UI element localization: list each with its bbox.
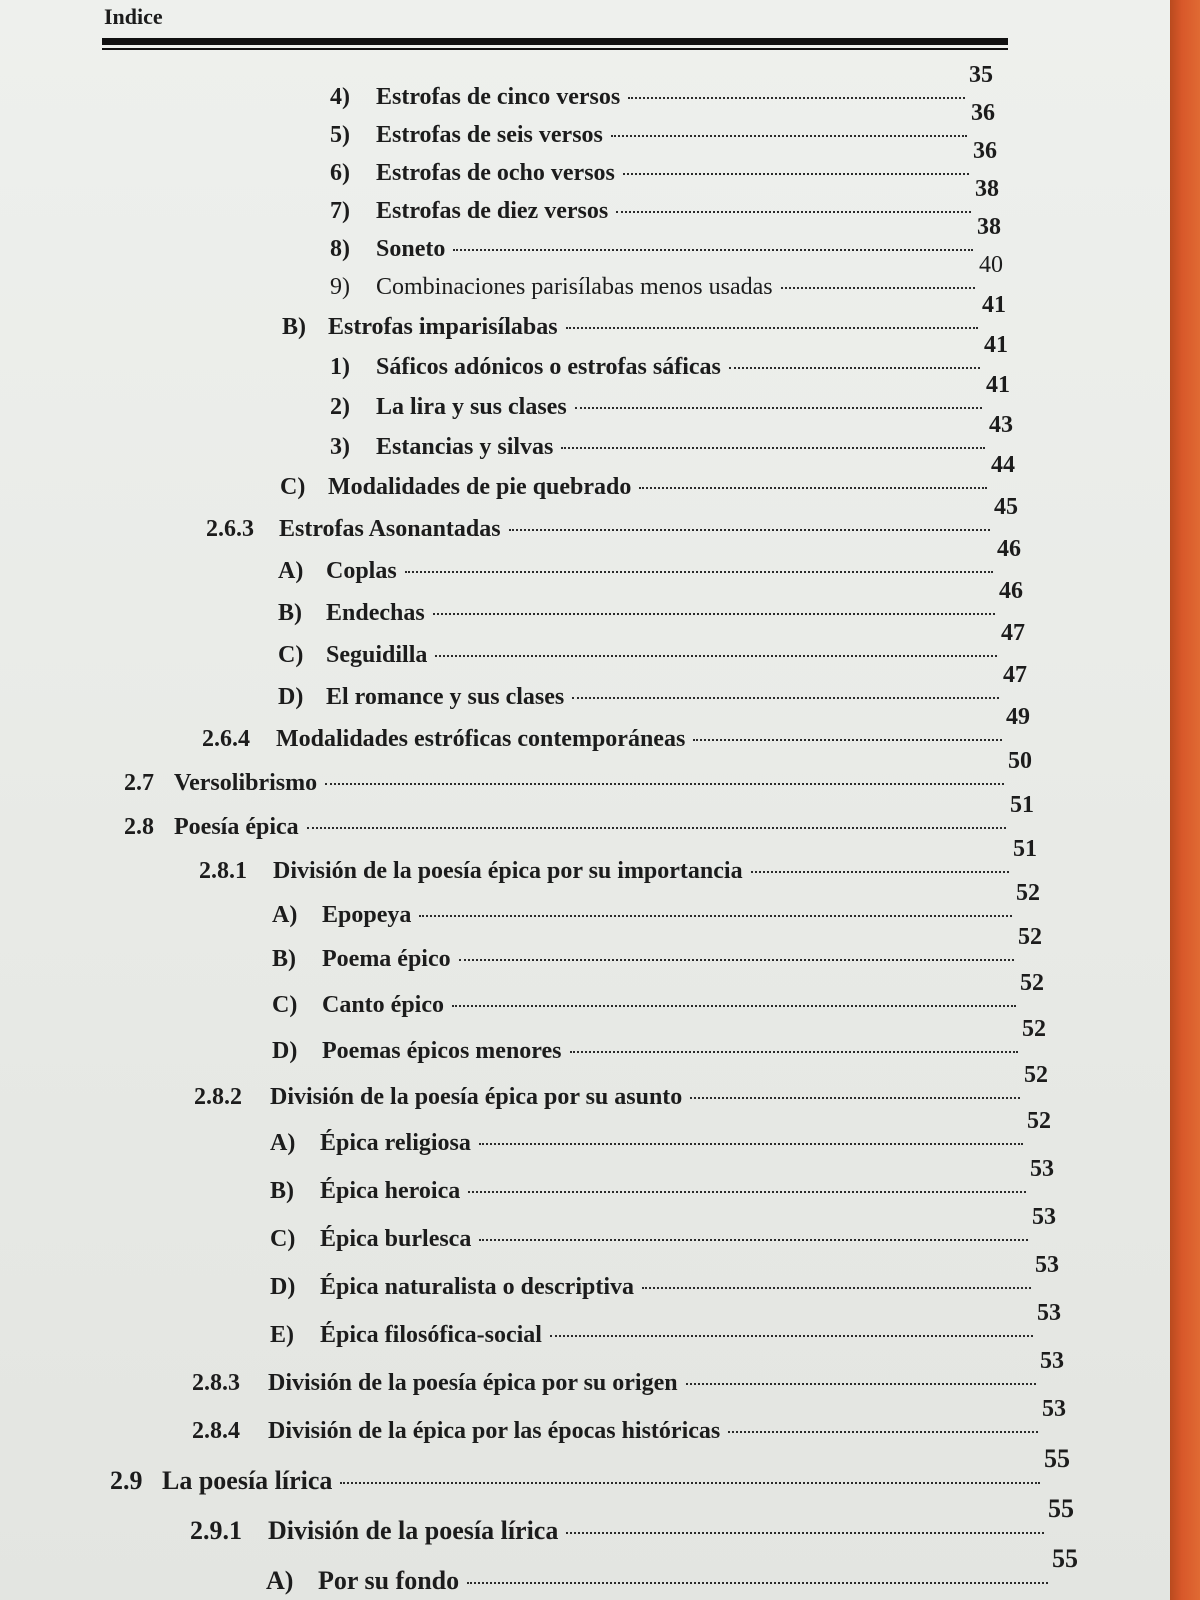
- toc-entry-title: Épica filosófica-social: [320, 1322, 542, 1348]
- toc-entry-title: División de la poesía lírica: [268, 1516, 559, 1545]
- dot-leader: [690, 1097, 1020, 1099]
- toc-entry-number: 9): [330, 274, 350, 300]
- toc-entry: [272, 1016, 1046, 1065]
- toc-page-number: 55: [1044, 1444, 1070, 1473]
- toc-section-number: 2.8.1: [199, 858, 247, 884]
- dot-leader: [509, 529, 990, 531]
- toc-page-number: 45: [994, 494, 1018, 520]
- toc-entry-number: 8): [330, 236, 350, 262]
- toc-entry-letter: D): [272, 1038, 298, 1064]
- toc-entry: [124, 748, 1032, 797]
- toc-entry-title: Sáficos adónicos o estrofas sáficas: [376, 354, 721, 380]
- toc-entry: [330, 62, 993, 111]
- dot-leader: [572, 697, 999, 699]
- toc-page-number: 53: [1030, 1156, 1054, 1182]
- toc-page-number: 36: [973, 138, 997, 164]
- toc-entry-title: Estrofas Asonantadas: [279, 516, 501, 542]
- dot-leader: [468, 1191, 1026, 1193]
- toc-section-number: 2.6.3: [206, 516, 254, 542]
- toc-entry: [330, 372, 1010, 421]
- toc-entry-letter: C): [280, 474, 306, 500]
- toc-entry: [270, 1108, 1051, 1157]
- toc-entry-title: El romance y sus clases: [326, 684, 565, 710]
- toc-entry-title: Estrofas de seis versos: [376, 122, 603, 148]
- toc-entry-title: Estrofas de cinco versos: [376, 84, 621, 110]
- toc-section-number: 2.6.4: [202, 726, 250, 752]
- toc-entry-letter: B): [278, 600, 302, 626]
- toc-entry-number: 2): [330, 394, 350, 420]
- toc-entry: [199, 836, 1037, 885]
- toc-section-number: 2.9.1: [190, 1516, 242, 1545]
- dot-leader: [405, 571, 993, 573]
- toc-entry: [190, 1494, 1074, 1546]
- toc-entry-title: Seguidilla: [326, 642, 428, 668]
- toc-entry-title: Épica religiosa: [320, 1130, 471, 1156]
- dot-leader: [566, 327, 978, 329]
- dot-leader: [433, 613, 995, 615]
- toc-entry-title: División de la poesía épica por su asunto: [270, 1084, 683, 1110]
- dot-leader: [751, 871, 1009, 873]
- toc-entry: [202, 704, 1030, 753]
- running-head: Indice: [104, 4, 163, 29]
- dot-leader: [467, 1582, 1048, 1584]
- toc-entry: [270, 1252, 1059, 1301]
- toc-entry: [270, 1204, 1056, 1253]
- toc-page-number: 40: [979, 252, 1003, 278]
- toc-entry-letter: B): [272, 946, 296, 972]
- toc-page-number: 52: [1022, 1016, 1046, 1042]
- toc-entry: [272, 880, 1040, 929]
- toc-entry-title: Canto épico: [322, 992, 444, 1018]
- toc-page-number: 41: [986, 372, 1010, 398]
- toc-entry-letter: E): [270, 1322, 294, 1348]
- dot-leader: [639, 487, 987, 489]
- toc-entry-title: Coplas: [326, 558, 397, 584]
- toc-section-number: 2.9: [110, 1466, 143, 1495]
- dot-leader: [781, 287, 975, 289]
- toc-entry: [330, 138, 997, 187]
- toc-page-number: 52: [1027, 1108, 1051, 1134]
- toc-entry-title: División de la poesía épica por su importancia: [273, 858, 743, 884]
- dot-leader: [550, 1335, 1033, 1337]
- toc-entry-title: Combinaciones parisílabas menos usadas: [376, 274, 773, 300]
- toc-page-number: 55: [1052, 1544, 1078, 1573]
- toc-entry: [192, 1396, 1066, 1445]
- dot-leader: [561, 447, 985, 449]
- dot-leader: [459, 959, 1014, 961]
- toc-page-number: 50: [1008, 748, 1032, 774]
- toc-entry: [330, 100, 995, 149]
- dot-leader: [616, 211, 971, 213]
- dot-leader: [452, 1005, 1016, 1007]
- toc-page-number: 44: [991, 452, 1015, 478]
- toc-entry-title: Épica burlesca: [320, 1226, 472, 1252]
- toc-entry-number: 3): [330, 434, 350, 460]
- toc-page-number: 53: [1037, 1300, 1061, 1326]
- toc-entry-title: Endechas: [326, 600, 425, 626]
- toc-entry-title: Épica naturalista o descriptiva: [320, 1274, 635, 1300]
- toc-entry: [270, 1156, 1054, 1205]
- dot-leader: [729, 367, 980, 369]
- toc-page-number: 46: [997, 536, 1021, 562]
- toc-entry: [278, 662, 1027, 711]
- toc-entry-letter: B): [270, 1178, 294, 1204]
- toc-section-number: 2.8: [124, 814, 154, 840]
- toc-entry: [266, 1544, 1078, 1596]
- dot-leader: [435, 655, 997, 657]
- dot-leader: [728, 1431, 1038, 1433]
- toc-page-number: 41: [984, 332, 1008, 358]
- dot-leader: [453, 249, 973, 251]
- dot-leader: [570, 1051, 1018, 1053]
- toc-page-number: 36: [971, 100, 995, 126]
- toc-entry-title: División de la poesía épica por su origen: [268, 1370, 678, 1396]
- toc-entry-title: Poemas épicos menores: [322, 1038, 562, 1064]
- toc-entry-number: 4): [330, 84, 350, 110]
- toc-entry-title: Poema épico: [322, 946, 451, 972]
- toc-entry: [272, 970, 1044, 1019]
- dot-leader: [419, 915, 1012, 917]
- toc-entry-title: Versolibrismo: [174, 770, 318, 796]
- toc-entry-letter: A): [278, 558, 304, 584]
- toc-entry-title: Estrofas de diez versos: [376, 198, 609, 224]
- toc-page-number: 47: [1003, 662, 1027, 688]
- toc-page-number: 52: [1020, 970, 1044, 996]
- toc-entry-letter: B): [282, 314, 306, 340]
- toc-page-number: 51: [1010, 792, 1034, 818]
- toc-entry-letter: D): [270, 1274, 296, 1300]
- toc-section-number: 2.8.2: [194, 1084, 242, 1110]
- toc-page-number: 53: [1035, 1252, 1059, 1278]
- toc-entry-letter: C): [278, 642, 304, 668]
- toc-entry-title: La lira y sus clases: [376, 394, 567, 420]
- toc-entry: [330, 332, 1008, 381]
- dot-leader: [575, 407, 982, 409]
- dot-leader: [611, 135, 967, 137]
- toc-page-number: 53: [1032, 1204, 1056, 1230]
- toc-entry: [192, 1348, 1064, 1397]
- toc-entry-title: Modalidades de pie quebrado: [328, 474, 632, 500]
- toc-entry: [206, 494, 1018, 543]
- dot-leader: [325, 783, 1004, 785]
- toc-page-number: 52: [1018, 924, 1042, 950]
- dot-leader: [479, 1143, 1023, 1145]
- toc-entry-letter: C): [272, 992, 298, 1018]
- dot-leader: [566, 1532, 1044, 1534]
- toc-entry: [110, 1444, 1070, 1496]
- toc-entry: [272, 924, 1042, 973]
- toc-page-number: 41: [982, 292, 1006, 318]
- toc-page-number: 52: [1024, 1062, 1048, 1088]
- toc-entry: [330, 214, 1001, 263]
- dot-leader: [307, 827, 1006, 829]
- toc-entry-title: Poesía épica: [174, 814, 299, 840]
- toc-entry-letter: D): [278, 684, 304, 710]
- toc-page-number: 53: [1042, 1396, 1066, 1422]
- toc-entry-title: La poesía lírica: [162, 1466, 333, 1495]
- dot-leader: [623, 173, 969, 175]
- book-cover-edge: [1170, 0, 1200, 1600]
- toc-page-number: 53: [1040, 1348, 1064, 1374]
- toc-entry: [330, 176, 999, 225]
- toc-section-number: 2.8.3: [192, 1370, 240, 1396]
- dot-leader: [686, 1383, 1036, 1385]
- toc-entry-number: 6): [330, 160, 350, 186]
- dot-leader: [340, 1482, 1040, 1484]
- toc-entry: [124, 792, 1034, 841]
- toc-entry-title: Estrofas de ocho versos: [376, 160, 615, 186]
- toc-entry-title: Estrofas imparisílabas: [328, 314, 558, 340]
- toc-entry-title: Modalidades estróficas contemporáneas: [276, 726, 686, 752]
- toc-entry: [330, 252, 1003, 301]
- toc-entry-letter: A): [272, 902, 298, 928]
- toc-page-number: 38: [975, 176, 999, 202]
- toc-entry-letter: A): [270, 1130, 296, 1156]
- toc-entry-number: 1): [330, 354, 350, 380]
- toc-entry: [278, 578, 1023, 627]
- toc-page-number: 35: [969, 62, 993, 88]
- toc-entry-letter: A): [266, 1566, 294, 1595]
- toc-entry: [282, 292, 1006, 341]
- toc-entry-title: División de la épica por las épocas históricas: [268, 1418, 721, 1444]
- toc-entry-number: 5): [330, 122, 350, 148]
- toc-entry-number: 7): [330, 198, 350, 224]
- dot-leader: [628, 97, 965, 99]
- dot-leader: [693, 739, 1002, 741]
- toc-entry-title: Soneto: [376, 236, 446, 262]
- toc-entry: [280, 452, 1015, 501]
- toc-entry-title: Epopeya: [322, 902, 412, 928]
- dot-leader: [479, 1239, 1028, 1241]
- toc-page-number: 46: [999, 578, 1023, 604]
- dot-leader: [642, 1287, 1031, 1289]
- toc-page-number: 38: [977, 214, 1001, 240]
- toc-page-number: 47: [1001, 620, 1025, 646]
- toc-page-number: 55: [1048, 1494, 1074, 1523]
- toc-page-number: 51: [1013, 836, 1037, 862]
- toc-page-number: 43: [989, 412, 1013, 438]
- toc-entry: [278, 620, 1025, 669]
- toc-entry: [270, 1300, 1061, 1349]
- toc-entry-title: Épica heroica: [320, 1178, 461, 1204]
- toc-entry-title: Estancias y silvas: [376, 434, 554, 460]
- toc-entry: [330, 412, 1013, 461]
- toc-entry-title: Por su fondo: [318, 1566, 460, 1595]
- toc-page-number: 49: [1006, 704, 1030, 730]
- toc-entry-letter: C): [270, 1226, 296, 1252]
- toc-entry: [278, 536, 1021, 585]
- toc-section-number: 2.8.4: [192, 1418, 240, 1444]
- toc-section-number: 2.7: [124, 770, 154, 796]
- toc-page-number: 52: [1016, 880, 1040, 906]
- toc-entry: [194, 1062, 1048, 1111]
